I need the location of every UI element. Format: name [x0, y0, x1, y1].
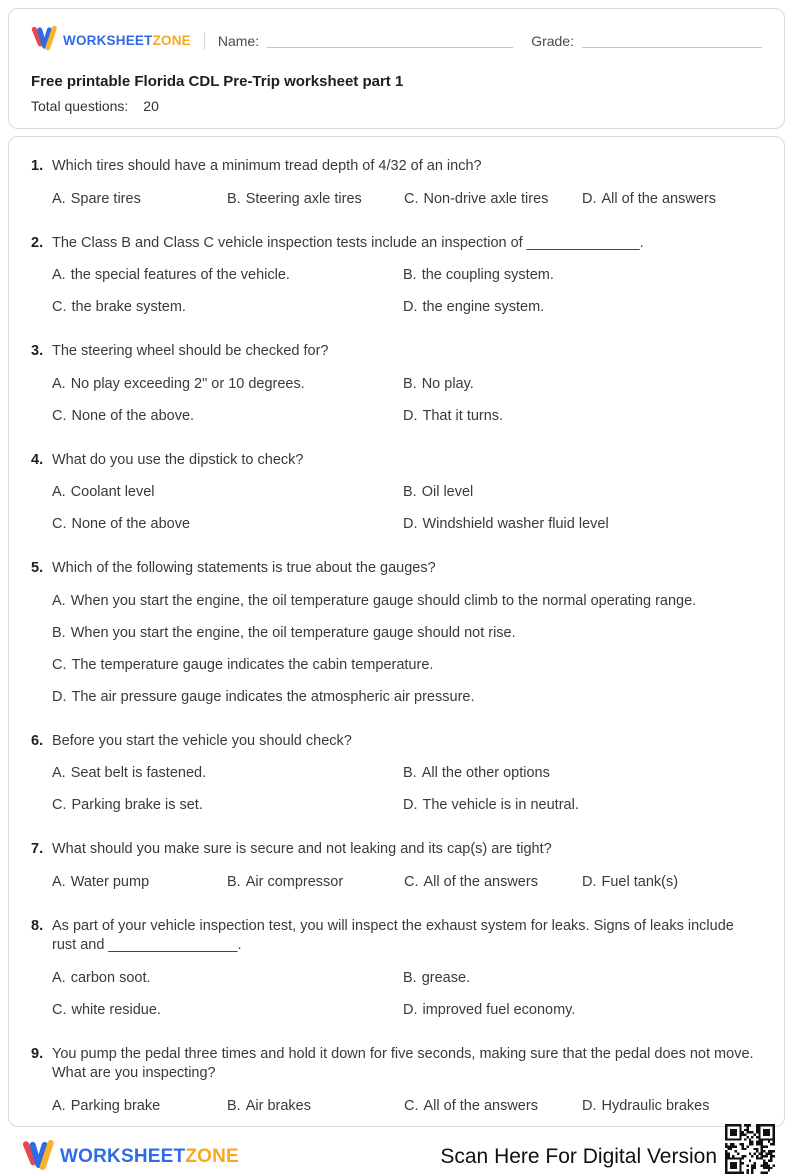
option-letter: D. — [403, 516, 418, 532]
option-text: Steering axle tires — [245, 190, 362, 207]
scan-here-text: Scan Here For Digital Version — [440, 1145, 717, 1168]
question-number: 2. — [31, 234, 44, 251]
options-grid — [52, 190, 762, 209]
question-text: Before you start the vehicle you should check? — [52, 732, 352, 749]
option-letter: A. — [52, 484, 66, 500]
option-letter: B. — [403, 765, 417, 781]
name-label: Name: — [217, 32, 260, 49]
footer-logo-w-icon — [22, 1139, 54, 1176]
question-block — [31, 451, 762, 535]
question-block — [31, 917, 762, 1020]
options-grid — [52, 873, 762, 892]
option-text: Oil level — [421, 484, 474, 500]
question-block — [31, 840, 762, 892]
option — [52, 624, 762, 643]
option — [52, 515, 403, 534]
option-text: No play exceeding 2" or 10 degrees. — [70, 375, 305, 392]
option — [403, 266, 762, 285]
option-text: improved fuel economy. — [422, 1001, 576, 1018]
options-grid — [52, 592, 762, 707]
option-text: All of the answers — [601, 190, 716, 207]
option-text: Hydraulic brakes — [601, 1097, 710, 1114]
option — [582, 190, 762, 209]
grade-label: Grade: — [531, 32, 574, 49]
option-letter: A. — [52, 267, 66, 283]
option-text: The vehicle is in neutral. — [422, 797, 579, 813]
question-block — [31, 559, 762, 707]
footer — [8, 1127, 785, 1176]
header-card — [8, 8, 785, 129]
option — [403, 375, 762, 394]
option — [52, 764, 403, 783]
option — [403, 1001, 762, 1020]
header-divider — [204, 32, 205, 50]
footer-logo — [22, 1139, 239, 1176]
qr-code — [725, 1124, 775, 1174]
option-letter: A. — [52, 190, 66, 207]
logo-text-zone: ZONE — [152, 33, 191, 48]
option-letter: C. — [52, 516, 67, 532]
question-text: You pump the pedal three times and hold it down for five seconds, making sure that the pedal does not move. What are you inspecting? — [52, 1045, 754, 1081]
total-questions-label: Total questions: — [31, 98, 129, 114]
option-letter: C. — [52, 656, 67, 673]
option — [404, 190, 582, 209]
option-letter: A. — [52, 969, 66, 986]
page-title: Free printable Florida CDL Pre-Trip worksheet part 1 — [31, 73, 404, 90]
option-text: Spare tires — [70, 190, 141, 207]
question-text: The steering wheel should be checked for? — [52, 343, 329, 359]
option — [404, 1097, 582, 1116]
total-questions-value: 20 — [143, 98, 159, 114]
option-text: No play. — [421, 375, 474, 392]
option-letter: B. — [227, 190, 241, 207]
option-text: All of the answers — [423, 1097, 538, 1114]
option — [403, 407, 762, 426]
question-block — [31, 234, 762, 318]
option-text: Non-drive axle tires — [423, 190, 549, 207]
question-number: 3. — [31, 343, 44, 359]
option-letter: D. — [403, 407, 418, 424]
options-grid — [52, 483, 762, 534]
option-letter: C. — [52, 797, 67, 813]
grade-fill-line — [582, 33, 762, 48]
logo-wordmark — [63, 33, 191, 48]
option — [52, 1097, 227, 1116]
questions-list — [31, 157, 762, 1116]
option — [52, 796, 403, 815]
question-text: As part of your vehicle inspection test, you will inspect the exhaust system for leaks. Signs of leaks include rust and ________________. — [52, 917, 734, 953]
option-letter: A. — [52, 592, 66, 609]
option-text: Air compressor — [245, 873, 344, 890]
option-letter: D. — [582, 190, 597, 207]
option — [582, 1097, 762, 1116]
option-letter: C. — [52, 1001, 67, 1018]
option-text: the special features of the vehicle. — [70, 267, 290, 283]
option-letter: B. — [52, 624, 66, 641]
option — [52, 266, 403, 285]
questions-card — [8, 136, 785, 1127]
option-letter: C. — [404, 1097, 419, 1114]
option — [227, 1097, 404, 1116]
option-text: The temperature gauge indicates the cabin temperature. — [71, 656, 434, 673]
option-letter: D. — [52, 688, 67, 705]
question-number: 1. — [31, 158, 44, 174]
option-text: grease. — [421, 969, 471, 986]
logo-text-worksheet: WORKSHEET — [63, 33, 153, 48]
option-letter: D. — [403, 797, 418, 813]
option-text: When you start the engine, the oil temperature gauge should not rise. — [70, 624, 516, 641]
question-number: 5. — [31, 560, 44, 576]
option-letter: C. — [52, 407, 67, 424]
option-text: None of the above — [71, 516, 191, 532]
option — [582, 873, 762, 892]
option — [403, 969, 762, 988]
option — [403, 515, 762, 534]
option-letter: B. — [403, 484, 417, 500]
option-letter: B. — [403, 375, 417, 392]
option — [52, 688, 762, 707]
option — [403, 483, 762, 502]
option-letter: C. — [404, 873, 419, 890]
option-text: Parking brake — [70, 1097, 161, 1114]
option-letter: D. — [403, 299, 418, 315]
option-text: white residue. — [71, 1001, 161, 1018]
options-grid — [52, 375, 762, 426]
question-block — [31, 342, 762, 426]
options-grid — [52, 1097, 762, 1116]
option-letter: A. — [52, 873, 66, 890]
options-grid — [52, 969, 762, 1020]
option — [227, 190, 404, 209]
option-letter: B. — [403, 969, 417, 986]
name-fill-line — [267, 33, 513, 48]
option-letter: C. — [52, 299, 67, 315]
option-text: the brake system. — [71, 299, 186, 315]
option — [52, 298, 403, 317]
option — [52, 873, 227, 892]
question-number: 9. — [31, 1045, 44, 1062]
question-number: 6. — [31, 732, 44, 749]
options-grid — [52, 764, 762, 815]
option-letter: B. — [227, 873, 241, 890]
option — [403, 796, 762, 815]
option-text: the coupling system. — [421, 267, 554, 283]
total-questions-row — [31, 98, 762, 114]
option-letter: C. — [404, 190, 419, 207]
option-letter: D. — [582, 1097, 597, 1114]
option — [227, 873, 404, 892]
question-text: Which of the following statements is true about the gauges? — [52, 560, 436, 576]
logo-w-icon — [31, 25, 57, 56]
question-block — [31, 732, 762, 816]
option-text: Air brakes — [245, 1097, 311, 1114]
option-text: When you start the engine, the oil temperature gauge should climb to the normal operating range. — [70, 592, 697, 609]
option — [52, 375, 403, 394]
footer-logo-text-worksheet: WORKSHEET — [60, 1146, 186, 1167]
option-letter: D. — [403, 1001, 418, 1018]
footer-logo-wordmark — [60, 1146, 239, 1168]
option-letter: B. — [227, 1097, 241, 1114]
option — [52, 592, 762, 611]
option-text: Fuel tank(s) — [601, 873, 679, 890]
question-block — [31, 1045, 762, 1116]
option — [52, 656, 762, 675]
option-text: That it turns. — [422, 407, 504, 424]
option-text: Parking brake is set. — [71, 797, 203, 813]
option-letter: A. — [52, 1097, 66, 1114]
option — [404, 873, 582, 892]
question-number: 4. — [31, 451, 44, 468]
option-letter: A. — [52, 375, 66, 392]
header-top-row — [31, 25, 762, 56]
question-text: Which tires should have a minimum tread depth of 4/32 of an inch? — [52, 158, 482, 174]
option — [52, 969, 403, 988]
option-text: Water pump — [70, 873, 150, 890]
option-text: None of the above. — [71, 407, 195, 424]
option-text: All of the answers — [423, 873, 538, 890]
option-text: Seat belt is fastened. — [70, 765, 207, 781]
option-letter: D. — [582, 873, 597, 890]
option — [52, 190, 227, 209]
option-text: Windshield washer fluid level — [422, 516, 609, 532]
option-text: the engine system. — [422, 299, 545, 315]
question-text: What do you use the dipstick to check? — [52, 451, 304, 468]
option-text: carbon soot. — [70, 969, 151, 986]
option-text: Coolant level — [70, 484, 155, 500]
options-grid — [52, 266, 762, 317]
option — [52, 1001, 403, 1020]
option — [403, 298, 762, 317]
option-letter: B. — [403, 267, 417, 283]
question-block — [31, 157, 762, 209]
option-text: The air pressure gauge indicates the atmospheric air pressure. — [71, 688, 475, 705]
question-number: 8. — [31, 917, 44, 934]
option-text: All the other options — [421, 765, 550, 781]
question-text: What should you make sure is secure and not leaking and its cap(s) are tight? — [52, 841, 552, 857]
question-number: 7. — [31, 841, 44, 857]
footer-logo-text-zone: ZONE — [185, 1146, 239, 1167]
question-text: The Class B and Class C vehicle inspection tests include an inspection of ______________. — [52, 234, 644, 251]
option — [403, 764, 762, 783]
option — [52, 407, 403, 426]
option — [52, 483, 403, 502]
worksheetzone-logo — [31, 25, 191, 56]
option-letter: A. — [52, 765, 66, 781]
